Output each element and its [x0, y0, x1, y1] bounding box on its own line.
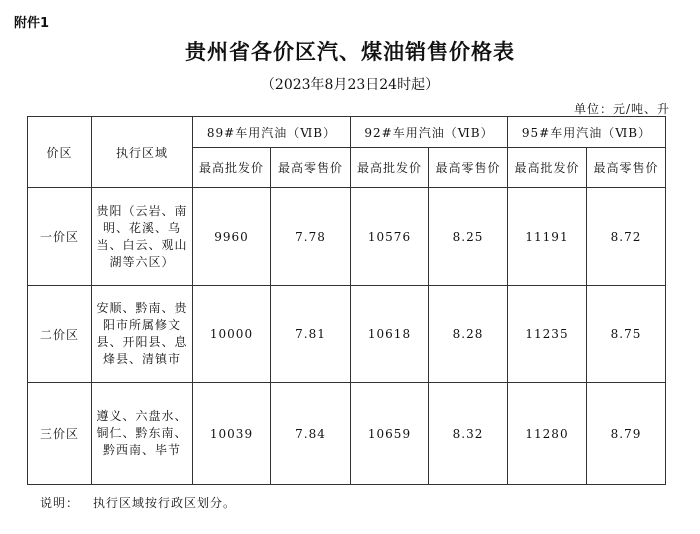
- fuel-header-89: 89#车用汽油（ⅥB）: [193, 117, 351, 148]
- area-cell: 安顺、黔南、贵阳市所属修文县、开阳县、息烽县、清镇市: [92, 286, 193, 383]
- wholesale-header-95: 最高批发价: [508, 148, 587, 188]
- g92-wholesale-cell: 10618: [351, 286, 429, 383]
- header-row-fuel: [28, 117, 666, 148]
- attachment-label: 附件1: [14, 16, 50, 31]
- g89-retail-cell: 7.84: [271, 383, 351, 485]
- g92-retail-cell: 8.28: [429, 286, 508, 383]
- g89-wholesale-cell: 10000: [193, 286, 271, 383]
- g95-wholesale-cell: 11235: [508, 286, 587, 383]
- document-title: 贵州省各价区汽、煤油销售价格表: [185, 40, 515, 64]
- g89-retail-cell: 7.81: [271, 286, 351, 383]
- zone-cell: 二价区: [28, 286, 92, 383]
- footnote-text: 执行区域按行政区划分。: [93, 496, 237, 510]
- table-row: [28, 383, 666, 485]
- fuel-header-95: 95#车用汽油（ⅥB）: [508, 117, 666, 148]
- wholesale-header-89: 最高批发价: [193, 148, 271, 188]
- price-table: [27, 116, 666, 485]
- table-row: [28, 286, 666, 383]
- g95-wholesale-cell: 11280: [508, 383, 587, 485]
- zone-cell: 三价区: [28, 383, 92, 485]
- footnote-label: 说明：: [40, 496, 80, 510]
- footnote: [40, 494, 236, 511]
- g92-retail-cell: 8.32: [429, 383, 508, 485]
- g95-retail-cell: 8.75: [587, 286, 666, 383]
- table-row: [28, 188, 666, 286]
- retail-header-95: 最高零售价: [587, 148, 666, 188]
- g89-wholesale-cell: 10039: [193, 383, 271, 485]
- retail-header-92: 最高零售价: [429, 148, 508, 188]
- g95-retail-cell: 8.79: [587, 383, 666, 485]
- area-cell: 遵义、六盘水、铜仁、黔东南、黔西南、毕节: [92, 383, 193, 485]
- g95-wholesale-cell: 11191: [508, 188, 587, 286]
- g92-wholesale-cell: 10659: [351, 383, 429, 485]
- g92-wholesale-cell: 10576: [351, 188, 429, 286]
- fuel-header-92: 92#车用汽油（ⅥB）: [351, 117, 508, 148]
- wholesale-header-92: 最高批发价: [351, 148, 429, 188]
- unit-label: 单位：元/吨、升: [573, 102, 670, 116]
- g95-retail-cell: 8.72: [587, 188, 666, 286]
- retail-header-89: 最高零售价: [271, 148, 351, 188]
- g89-retail-cell: 7.78: [271, 188, 351, 286]
- area-cell: 贵阳（云岩、南明、花溪、乌当、白云、观山湖等六区）: [92, 188, 193, 286]
- area-header: 执行区域: [92, 117, 193, 188]
- effective-date: （2023年8月23日24时起）: [260, 77, 440, 93]
- g89-wholesale-cell: 9960: [193, 188, 271, 286]
- zone-header: 价区: [28, 117, 92, 188]
- g92-retail-cell: 8.25: [429, 188, 508, 286]
- zone-cell: 一价区: [28, 188, 92, 286]
